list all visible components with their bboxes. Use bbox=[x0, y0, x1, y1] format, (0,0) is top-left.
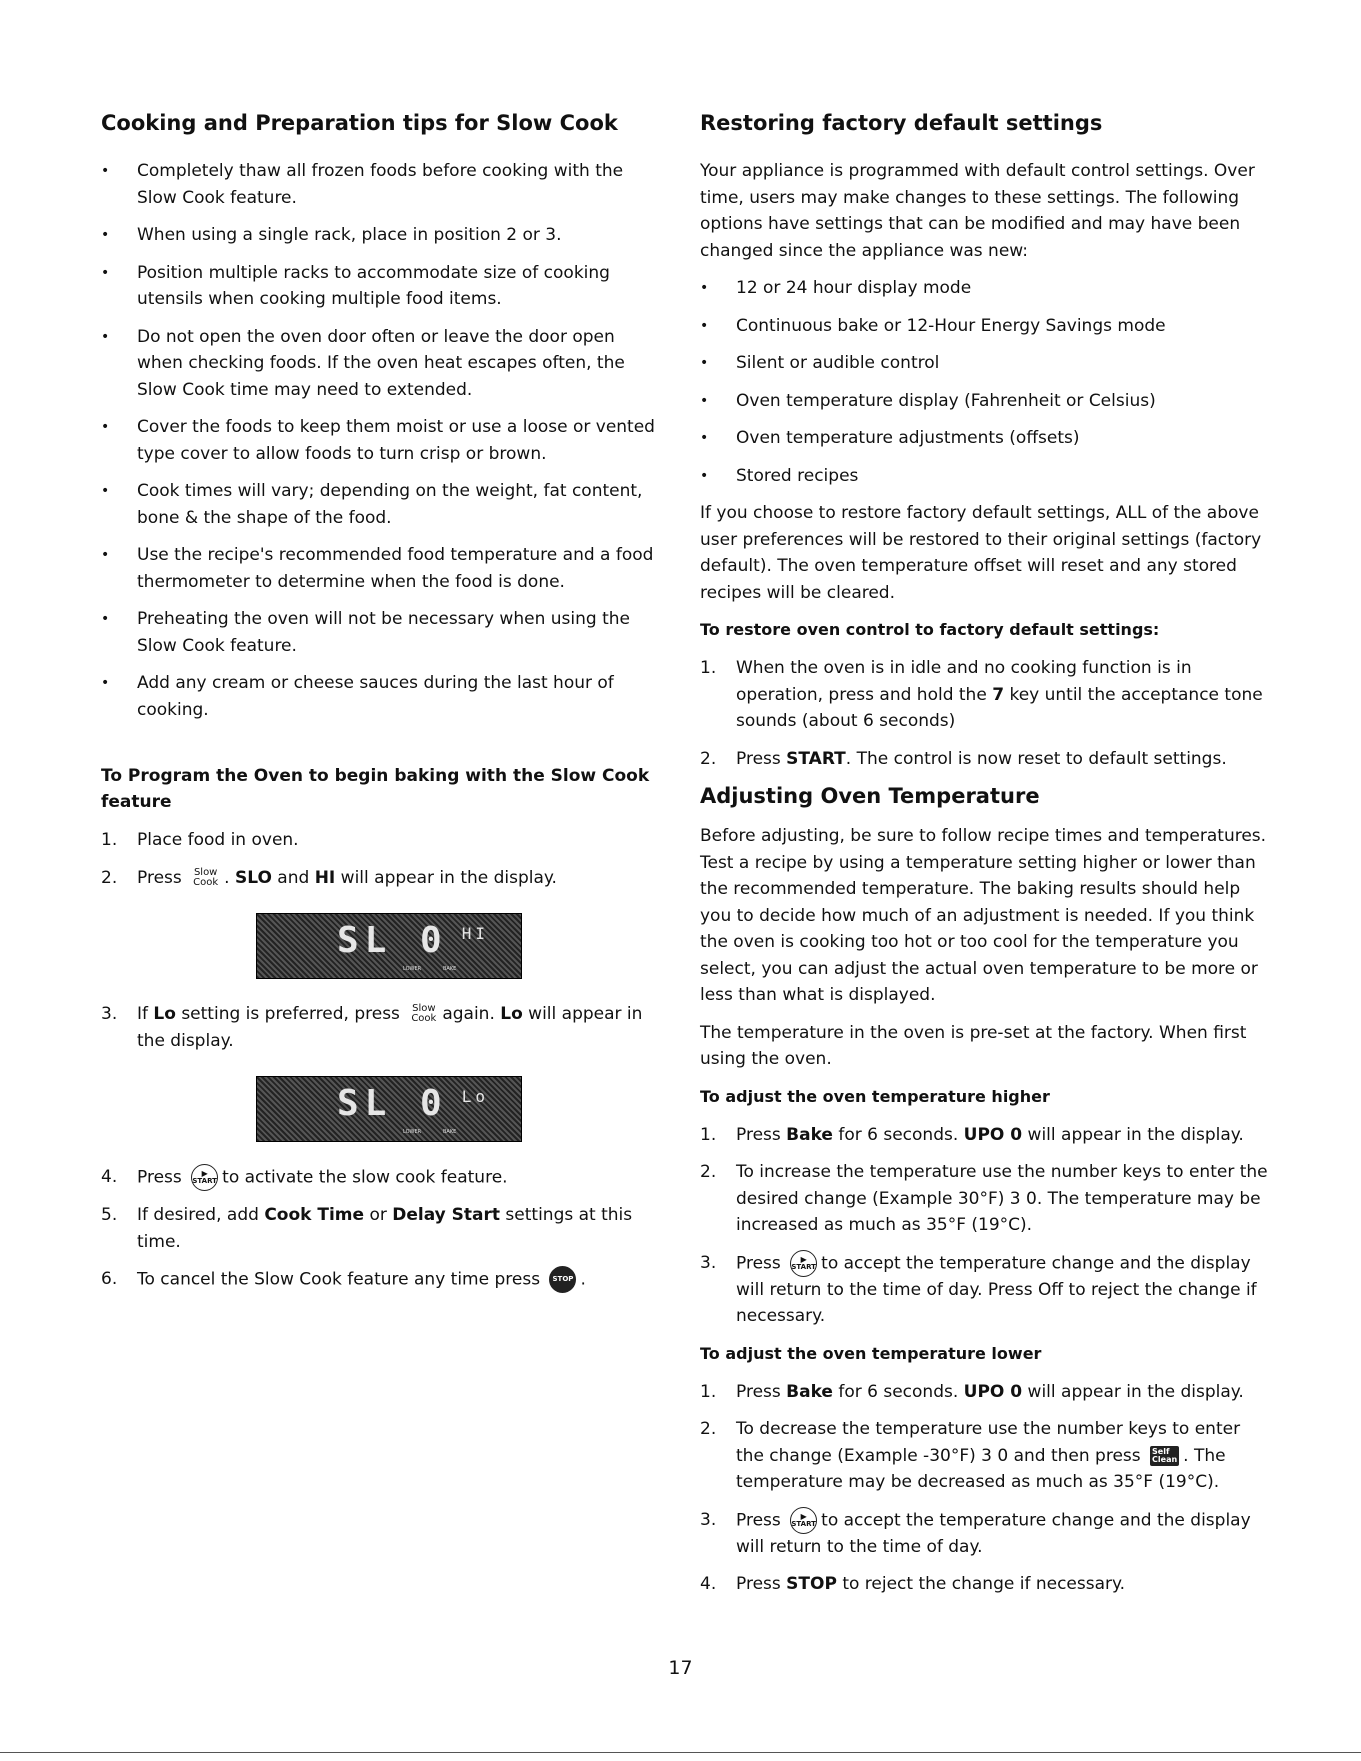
program-slow-cook-heading: To Program the Oven to begin baking with the Slow Cook feature bbox=[101, 766, 650, 812]
step-4: 4. Press ▶ START to activate the slow cook feature. bbox=[101, 1164, 661, 1191]
restore-step-2: 2. Press START. The control is now reset to default settings. bbox=[700, 748, 1227, 769]
tip-item: • Position multiple racks to accommodate size of cooking utensils when cooking multiple food items. bbox=[101, 260, 661, 313]
page-number: 17 bbox=[668, 1657, 693, 1679]
tip-item: • Add any cream or cheese sauces during the last hour of cooking. bbox=[101, 670, 661, 723]
display-mode-text: HI bbox=[461, 924, 489, 943]
display-small-label: BAKE bbox=[443, 966, 457, 972]
program-steps-list-end bbox=[101, 1164, 661, 1293]
lower-step-4: 4. Press STOP to reject the change if necessary. bbox=[700, 1574, 1126, 1594]
restore-subheading: To restore oven control to factory default settings: bbox=[700, 620, 1160, 639]
step-5: 5. If desired, add Cook Time or Delay Start settings at this time. bbox=[101, 1205, 633, 1252]
step-3: 3. If Lo setting is preferred, press Slow Cook again. Lo will appear in the display. bbox=[101, 1003, 643, 1051]
tip-item: • Cover the foods to keep them moist or use a loose or vented type cover to allow foods to turn crisp or brown. bbox=[101, 414, 661, 467]
right-column bbox=[700, 110, 1270, 1609]
start-key-icon: ▶ START bbox=[790, 1507, 817, 1534]
adjust-paragraph-2: The temperature in the oven is pre-set at the factory. When first using the oven. bbox=[700, 1022, 1247, 1069]
display-small-label: BAKE bbox=[443, 1129, 457, 1135]
slow-cook-key-icon: Slow Cook bbox=[411, 1003, 437, 1024]
option-item: • Stored recipes bbox=[700, 463, 1270, 490]
option-item: • Oven temperature adjustments (offsets) bbox=[700, 425, 1270, 452]
display-segment-text: SL 0 bbox=[337, 920, 448, 961]
adjust-paragraph-1: Before adjusting, be sure to follow recipe times and temperatures. Test a recipe by using a temperature setting higher or lower than the recommended temperature. The baking results should help you to decide how much of an adjustment is needed. If you think the oven is cooking too hot or too cool for the temperature you select, you can adjust the actual oven temperature to be more or less than what is displayed. bbox=[700, 826, 1267, 1005]
restore-defaults-heading: Restoring factory default settings bbox=[700, 111, 1103, 135]
display-segment-text: SL 0 bbox=[337, 1083, 448, 1124]
adjust-higher-steps bbox=[700, 1122, 1270, 1330]
slow-cook-tips-heading: Cooking and Preparation tips for Slow Cook bbox=[101, 111, 618, 135]
step-2: 2. Press Slow Cook . SLO and HI will appear in the display. bbox=[101, 866, 557, 888]
restore-intro-paragraph: Your appliance is programmed with default control settings. Over time, users may make changes to these settings. The following options have settings that can be modified and may have been changed since the appliance was new: bbox=[700, 161, 1255, 261]
lower-step-2: 2. To decrease the temperature use the number keys to enter the change (Example -30°F) 3 0 and then press Self Clean . The temperature may be decreased as much as 35°F (19°C). bbox=[700, 1419, 1241, 1492]
option-item: • 12 or 24 hour display mode bbox=[700, 275, 1270, 302]
higher-step-1: 1. Press Bake for 6 seconds. UPO 0 will appear in the display. bbox=[700, 1124, 1244, 1145]
tip-item: • Cook times will vary; depending on the weight, fat content, bone & the shape of the food. bbox=[101, 478, 661, 531]
restore-step-1: 1. When the oven is in idle and no cooking function is in operation, press and hold the 7 key until the acceptance tone sounds (about 6 seconds) bbox=[700, 658, 1263, 731]
tip-item: • When using a single rack, place in position 2 or 3. bbox=[101, 222, 661, 249]
lower-step-1: 1. Press Bake for 6 seconds. UPO 0 will appear in the display. bbox=[700, 1381, 1244, 1402]
program-steps-list bbox=[101, 827, 661, 891]
display-small-label: LOWER bbox=[403, 1129, 422, 1135]
start-key-icon: ▶ START bbox=[191, 1164, 218, 1191]
tip-item: • Use the recipe's recommended food temperature and a food thermometer to determine when the food is done. bbox=[101, 542, 661, 595]
stop-key-icon: STOP bbox=[549, 1266, 576, 1293]
start-key-icon: ▶ START bbox=[790, 1250, 817, 1277]
restore-steps-list bbox=[700, 655, 1270, 772]
slow-cook-key-icon: Slow Cook bbox=[193, 866, 219, 888]
higher-step-3: 3. Press ▶ START to accept the temperature change and the display will return to the time of day. Press Off to reject the change if necessary. bbox=[700, 1250, 1270, 1330]
self-clean-key-icon: Self Clean bbox=[1152, 1446, 1178, 1464]
slow-cook-tips-list bbox=[101, 158, 661, 723]
display-mode-text: Lo bbox=[461, 1087, 489, 1106]
tip-item: • Preheating the oven will not be necessary when using the Slow Cook feature. bbox=[101, 606, 661, 659]
adjust-lower-heading: To adjust the oven temperature lower bbox=[700, 1343, 1042, 1363]
restore-options-list bbox=[700, 275, 1270, 489]
tip-item: • Completely thaw all frozen foods before cooking with the Slow Cook feature. bbox=[101, 158, 661, 211]
step-6: 6. To cancel the Slow Cook feature any time press STOP . bbox=[101, 1266, 661, 1293]
oven-display-slo-lo bbox=[256, 1076, 522, 1142]
footer-divider bbox=[0, 1752, 1361, 1753]
option-item: • Continuous bake or 12-Hour Energy Savings mode bbox=[700, 313, 1270, 340]
tip-item: • Do not open the oven door often or leave the door open when checking foods. If the oven heat escapes often, the Slow Cook time may need to extended. bbox=[101, 324, 661, 404]
display-small-label: LOWER bbox=[403, 966, 422, 972]
adjust-higher-heading: To adjust the oven temperature higher bbox=[700, 1086, 1050, 1106]
program-steps-list-cont bbox=[101, 1001, 661, 1054]
option-item: • Silent or audible control bbox=[700, 350, 1270, 377]
adjust-lower-steps bbox=[700, 1379, 1270, 1598]
oven-display-slo-hi bbox=[256, 913, 522, 979]
restore-paragraph: If you choose to restore factory default settings, ALL of the above user preferences will be restored to their original settings (factory default). The oven temperature offset will reset and any stored recipes will be cleared. bbox=[700, 503, 1262, 603]
higher-step-2: 2. To increase the temperature use the number keys to enter the desired change (Example 30°F) 3 0. The temperature may be increased as much as 35°F (19°C). bbox=[700, 1162, 1268, 1235]
step-1: 1. Place food in oven. bbox=[101, 830, 299, 850]
adjust-temperature-heading: Adjusting Oven Temperature bbox=[700, 784, 1040, 808]
lower-step-3: 3. Press ▶ START to accept the temperature change and the display will return to the time of day. bbox=[700, 1507, 1270, 1561]
left-column bbox=[101, 110, 661, 1304]
option-item: • Oven temperature display (Fahrenheit or Celsius) bbox=[700, 388, 1270, 415]
